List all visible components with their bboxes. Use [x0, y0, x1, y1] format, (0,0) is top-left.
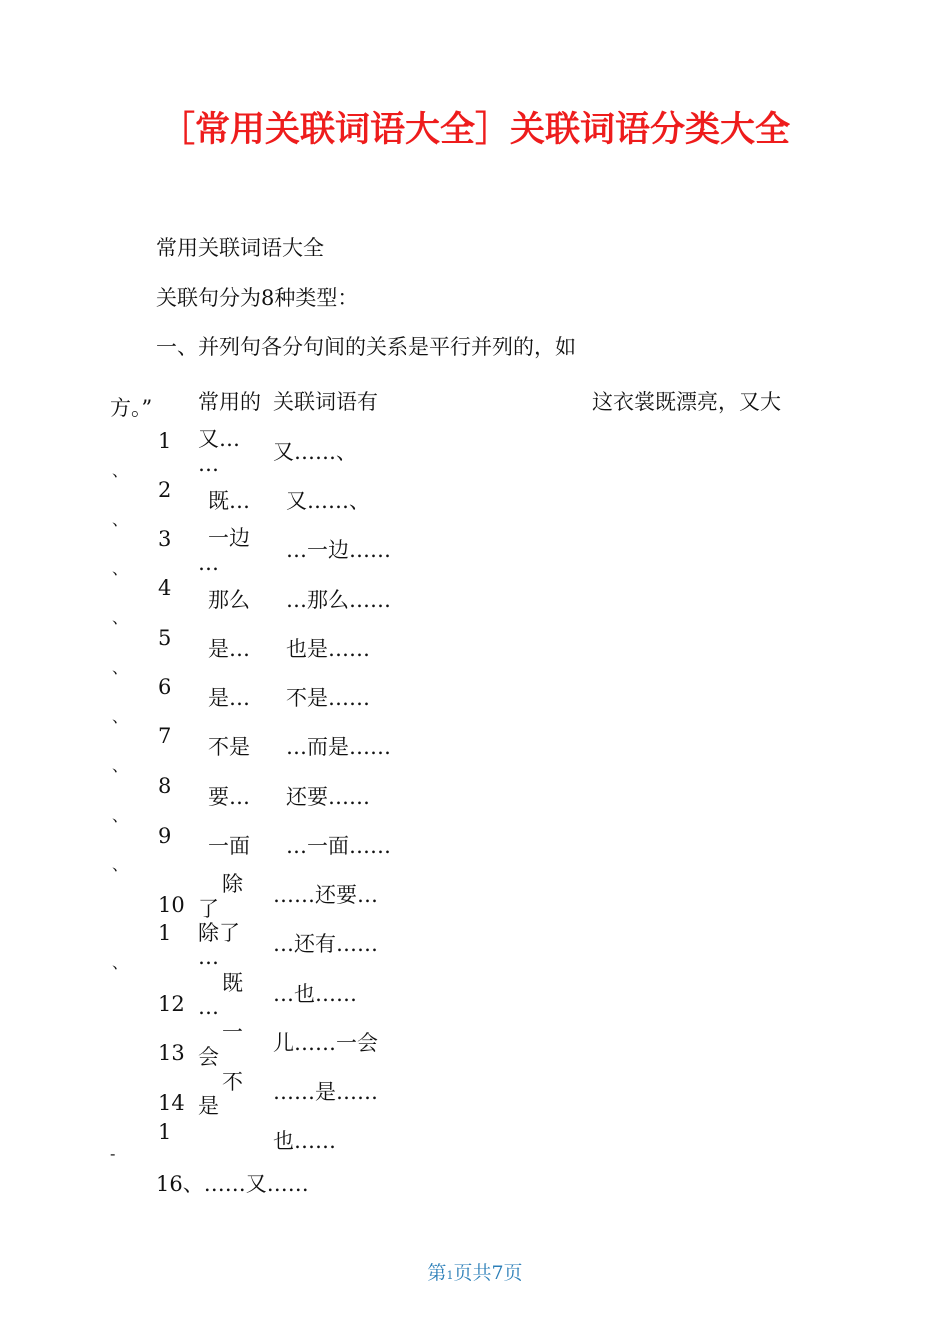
list-common-part: 要… — [208, 785, 250, 809]
list-number: 1 — [158, 1120, 172, 1144]
list-common-part: 了 — [198, 897, 219, 921]
total-pages: 7 — [491, 1262, 504, 1284]
list-last-item: 16、……又…… — [156, 1172, 309, 1196]
list-words: ……还要… — [273, 883, 378, 907]
enumeration-mark: 、 — [112, 559, 129, 578]
enumeration-mark: - — [110, 1144, 116, 1163]
list-number: 13 — [158, 1041, 185, 1065]
enumeration-mark: 、 — [112, 855, 129, 874]
list-common-part: 不 — [222, 1070, 243, 1094]
list-number: 7 — [158, 724, 172, 748]
enumeration-mark: 、 — [112, 707, 129, 726]
list-common-part: … — [198, 945, 219, 969]
column-common-head: 常用的 — [198, 390, 261, 414]
list-words: 也…… — [273, 1129, 336, 1153]
list-number: 1 — [158, 921, 172, 945]
list-words: …一面…… — [286, 834, 391, 858]
list-common-part: 除 — [222, 872, 243, 896]
list-number: 4 — [158, 576, 172, 600]
list-words: …而是…… — [286, 735, 391, 759]
list-words: 儿……一会 — [273, 1031, 378, 1055]
document-title: ［常用关联词语大全］关联词语分类大全 — [159, 110, 790, 150]
list-common-part: … — [198, 452, 219, 476]
heading: 常用关联词语大全 — [156, 236, 324, 260]
list-number: 9 — [158, 824, 172, 848]
column-left-head: 方。” — [110, 396, 153, 420]
footer-middle: 页共 — [453, 1262, 492, 1284]
footer-prefix: 第 — [427, 1262, 447, 1284]
list-words: …也…… — [273, 982, 357, 1006]
list-common-part: 一边 — [208, 526, 250, 550]
list-words: 又……、 — [273, 440, 357, 464]
list-common-part: 又… — [198, 427, 240, 451]
types-intro: 关联句分为8种类型： — [156, 286, 359, 310]
enumeration-mark: 、 — [112, 658, 129, 677]
enumeration-mark: 、 — [112, 756, 129, 775]
list-common-part: 一 — [222, 1020, 243, 1044]
list-words: 也是…… — [286, 637, 370, 661]
list-common-part: … — [198, 551, 219, 575]
list-number: 6 — [158, 675, 172, 699]
column-example: 这衣裳既漂亮，又大 — [592, 390, 781, 414]
list-words: …一边…… — [286, 538, 391, 562]
list-common-part: 是 — [198, 1094, 219, 1118]
list-common-part: 会 — [198, 1045, 219, 1069]
list-common-part: 不是 — [208, 735, 250, 759]
list-number: 14 — [158, 1091, 185, 1115]
list-common-part: 除了 — [198, 921, 240, 945]
footer-suffix: 页 — [503, 1262, 523, 1284]
list-number: 10 — [158, 893, 185, 917]
list-common-part: 一面 — [208, 834, 250, 858]
list-words: …还有…… — [273, 932, 378, 956]
enumeration-mark: 、 — [112, 953, 129, 972]
list-words: ……是…… — [273, 1080, 378, 1104]
page-footer — [0, 1262, 950, 1287]
page-number: 1 — [446, 1269, 454, 1282]
list-common-part: 既… — [208, 489, 250, 513]
enumeration-mark: 、 — [112, 510, 129, 529]
list-number: 8 — [158, 774, 172, 798]
list-number: 1 — [158, 429, 172, 453]
list-number: 3 — [158, 527, 172, 551]
enumeration-mark: 、 — [112, 608, 129, 627]
enumeration-mark: 、 — [112, 461, 129, 480]
list-common-part: … — [198, 995, 219, 1019]
list-number: 5 — [158, 626, 172, 650]
list-common-part: 是… — [208, 637, 250, 661]
list-number: 2 — [158, 478, 172, 502]
list-words: 不是…… — [286, 686, 370, 710]
section-1-intro: 一、并列句各分句间的关系是平行并列的，如 — [156, 335, 576, 359]
list-number: 12 — [158, 992, 185, 1016]
column-words-head: 关联词语有 — [273, 390, 378, 414]
list-common-part: 那么 — [208, 588, 250, 612]
list-common-part: 是… — [208, 686, 250, 710]
enumeration-mark: 、 — [112, 806, 129, 825]
list-words: …那么…… — [286, 588, 391, 612]
list-common-part: 既 — [222, 971, 243, 995]
list-words: 还要…… — [286, 785, 370, 809]
list-words: 又……、 — [286, 489, 370, 513]
